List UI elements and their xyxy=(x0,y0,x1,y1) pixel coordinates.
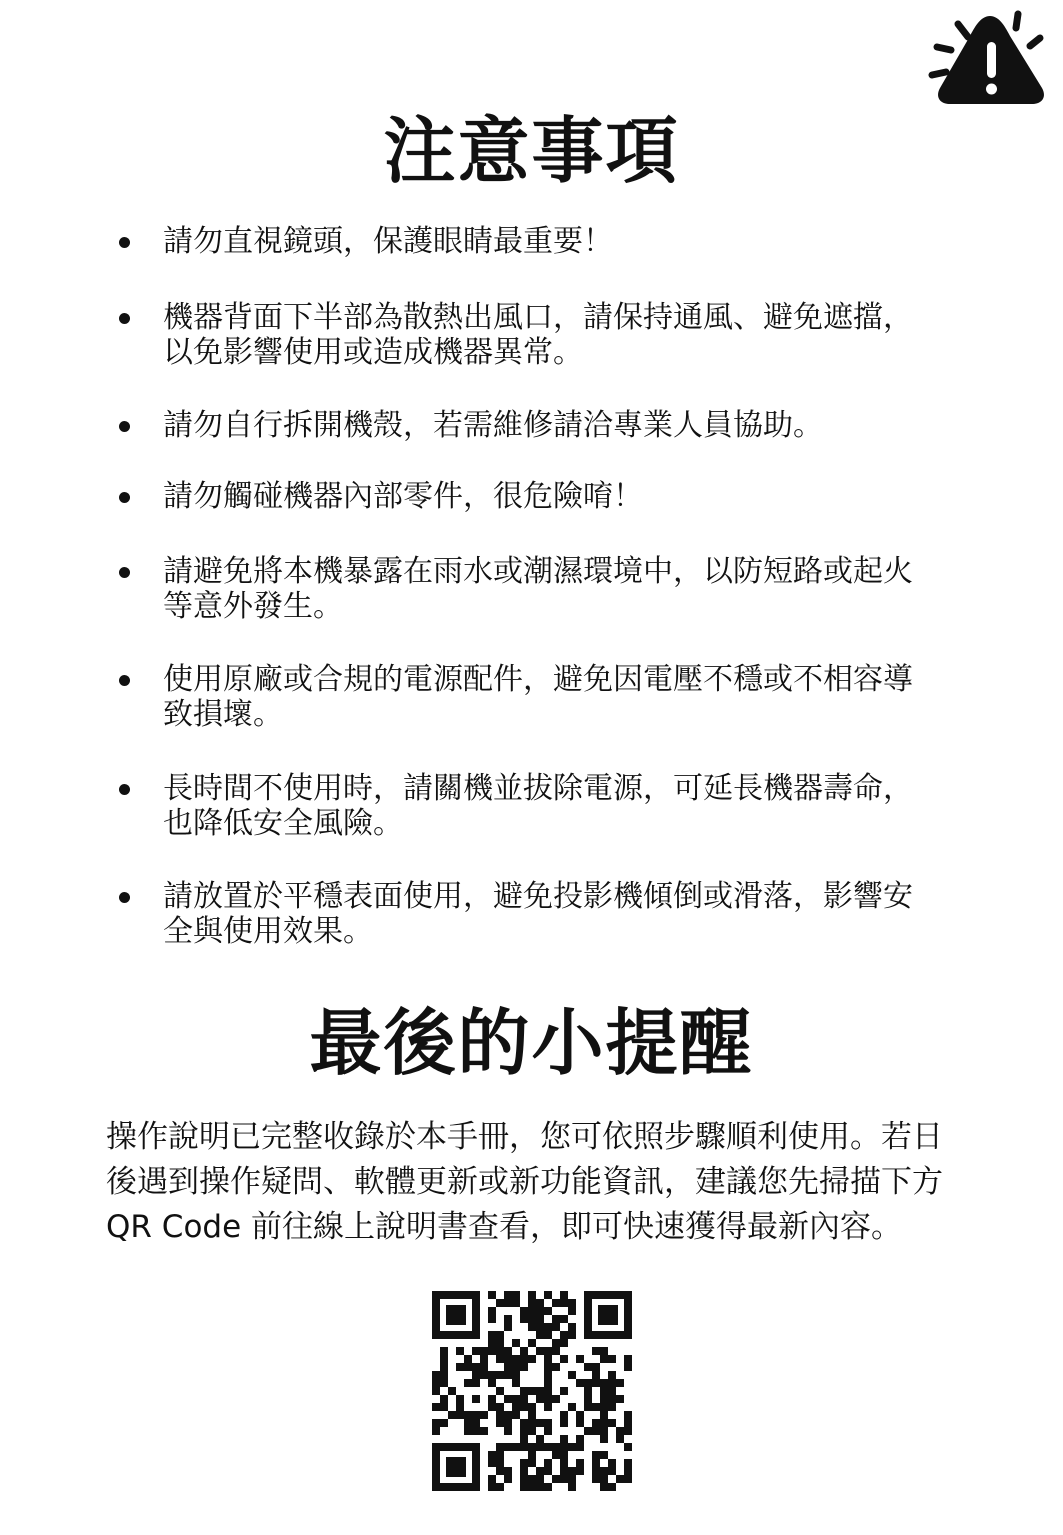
bullet-icon xyxy=(119,313,130,324)
notices-title: 注意事項 xyxy=(383,109,680,193)
notice-text: 請放置於平穩表面使用，避免投影機傾倒或滑落，影響安全與使用效果。 xyxy=(163,879,913,949)
notice-text: 請勿觸碰機器內部零件，很危險唷！ xyxy=(163,479,643,514)
reminder-title: 最後的小提醒 xyxy=(309,1001,754,1085)
notice-text: 機器背面下半部為散熱出風口，請保持通風、避免遮擋，以免影響使用或造成機器異常。 xyxy=(163,300,913,370)
notice-text: 使用原廠或合規的電源配件，避免因電壓不穩或不相容導致損壞。 xyxy=(163,662,913,732)
alert-icon xyxy=(920,4,1060,108)
reminder-text: 操作說明已完整收錄於本手冊，您可依照步驟順利使用。若日後遇到操作疑問、軟體更新或新功能資訊，建議您先掃描下方 QR Code 前往線上說明書查看，即可快速獲得最新內容。 xyxy=(106,1119,943,1245)
bullet-icon xyxy=(119,421,130,432)
bullet-icon xyxy=(119,237,130,248)
bullet-icon xyxy=(119,492,130,503)
bullet-icon xyxy=(119,784,130,795)
bullet-icon xyxy=(119,892,130,903)
bullet-icon xyxy=(119,567,130,578)
notice-text: 長時間不使用時，請關機並拔除電源，可延長機器壽命，也降低安全風險。 xyxy=(163,771,913,841)
notice-text: 請勿自行拆開機殼，若需維修請洽專業人員協助。 xyxy=(163,408,823,443)
qr-code-icon[interactable] xyxy=(432,1291,632,1491)
notice-text: 請勿直視鏡頭，保護眼睛最重要！ xyxy=(163,224,613,259)
notice-text: 請避免將本機暴露在雨水或潮濕環境中，以防短路或起火等意外發生。 xyxy=(163,554,913,624)
bullet-icon xyxy=(119,675,130,686)
